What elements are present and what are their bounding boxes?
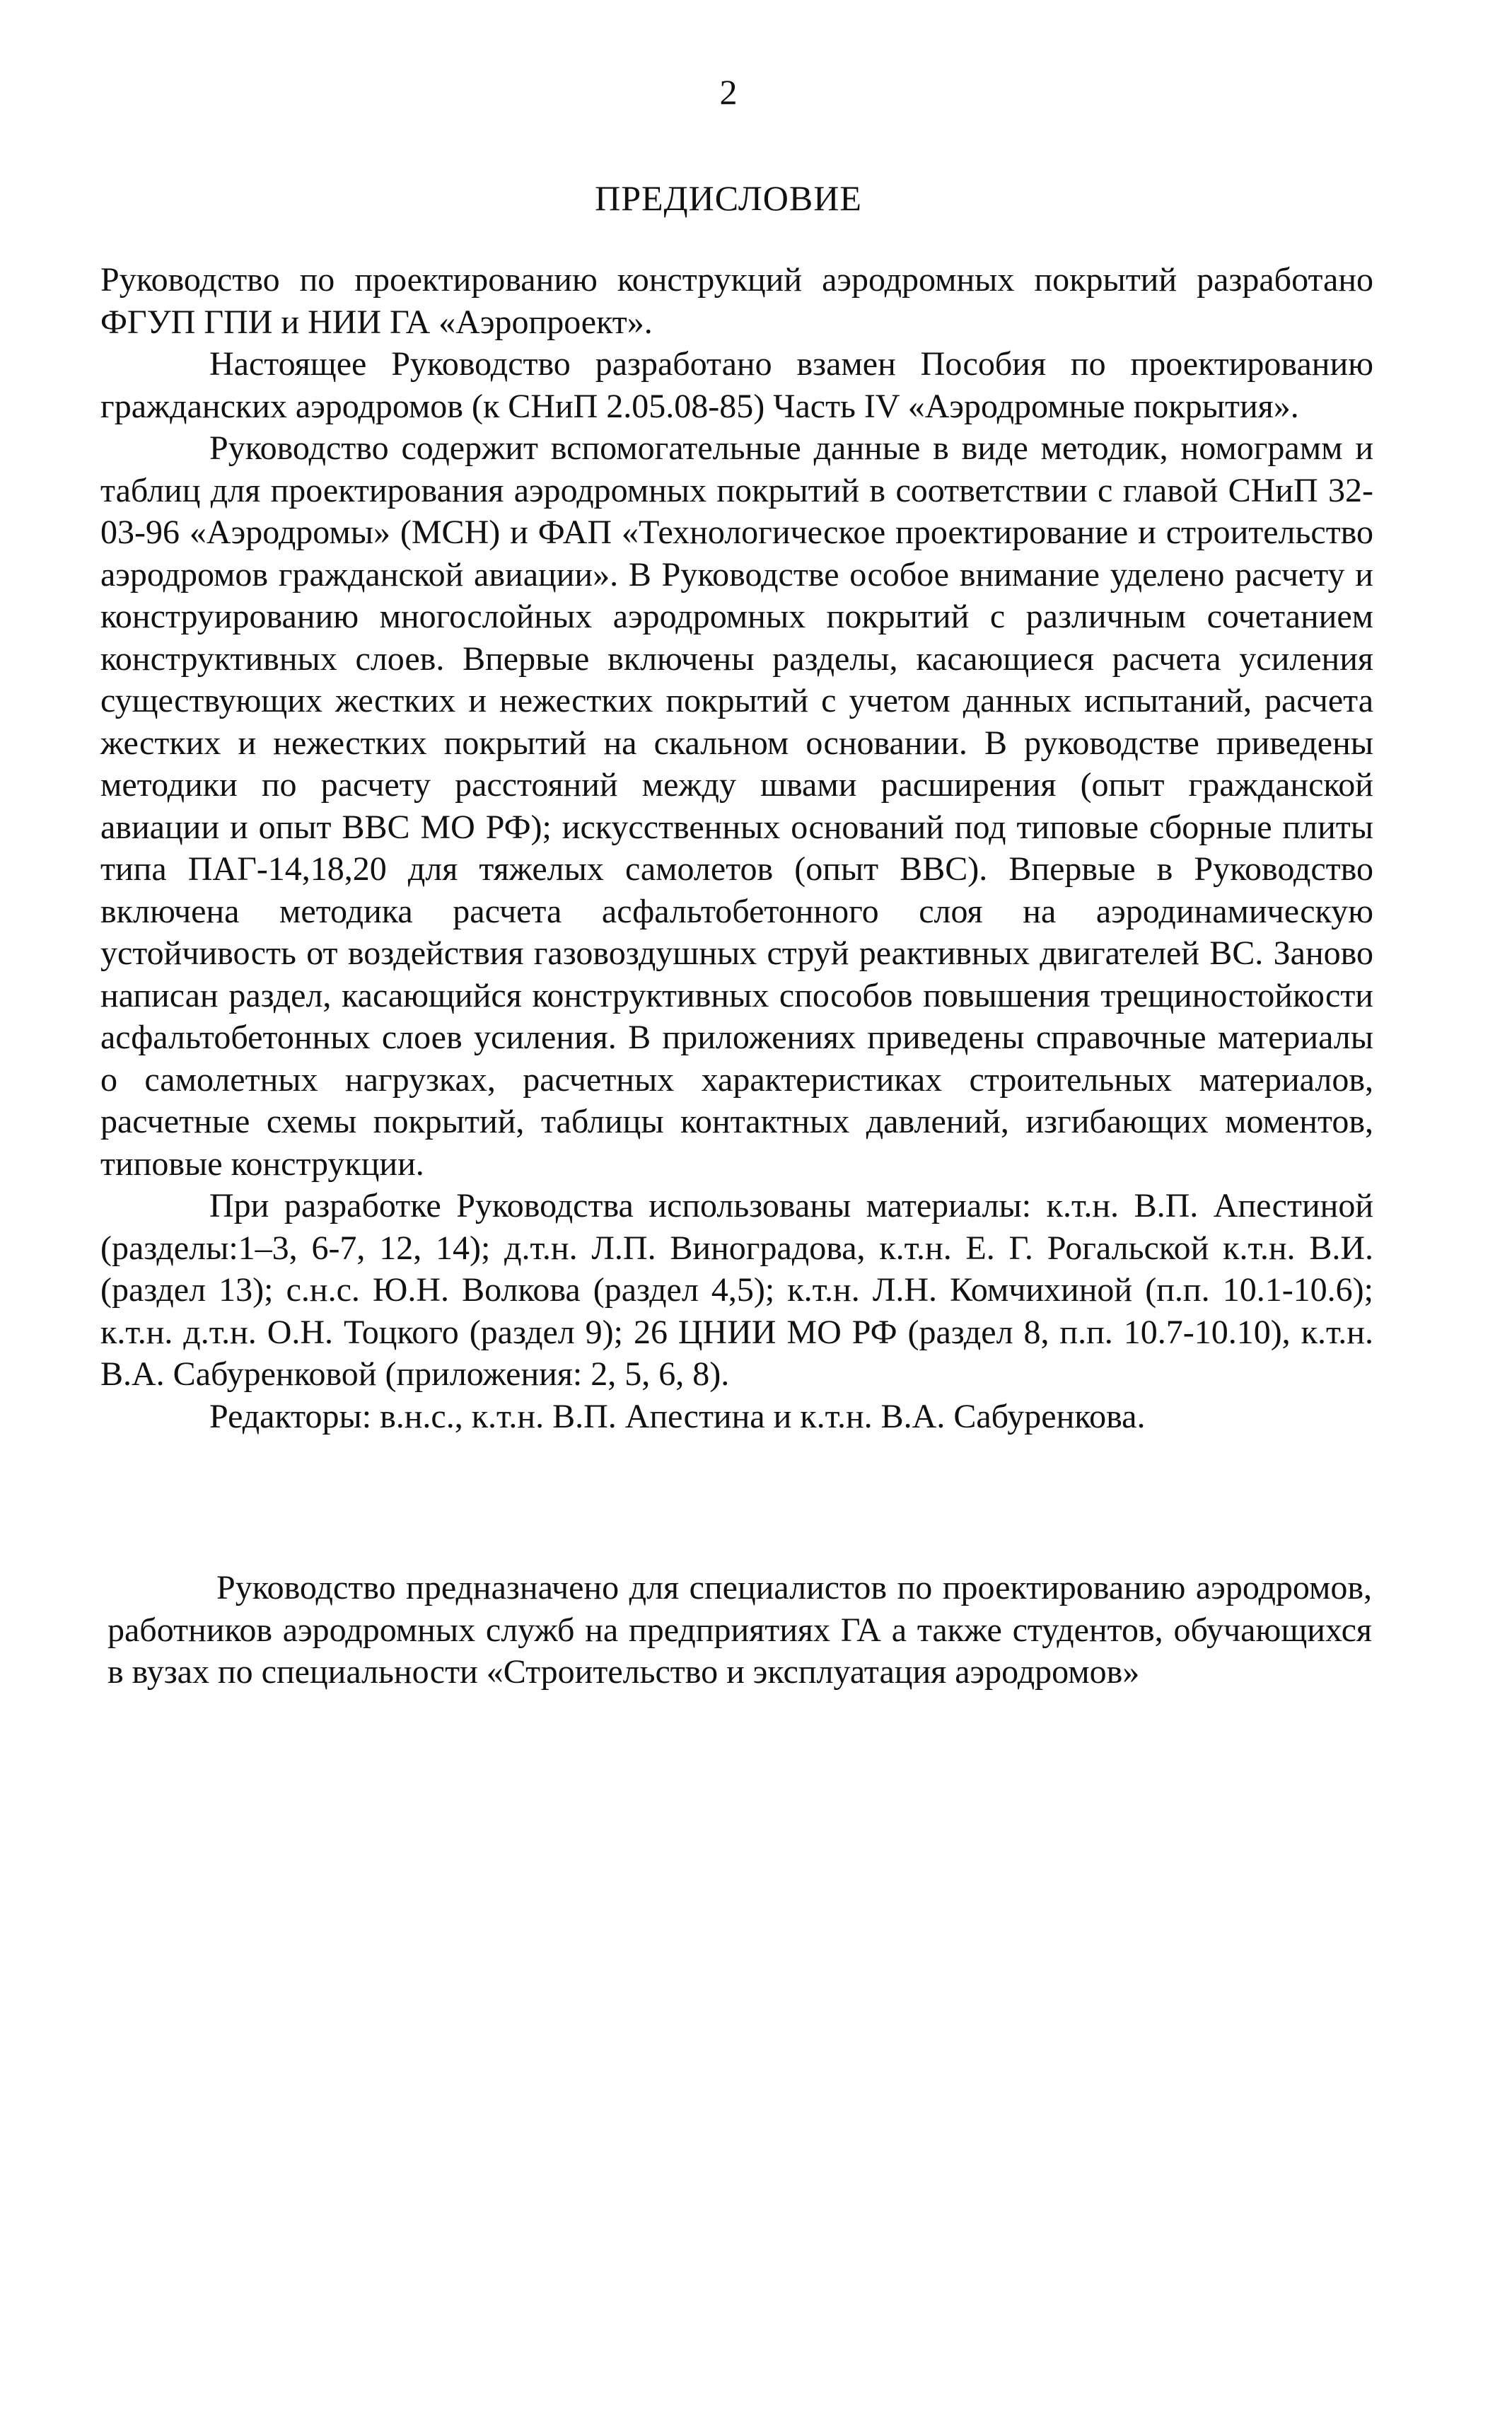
paragraph-replacement: Настоящее Руководство разработано взамен Пособия по проектированию гражданских аэродромов (к СНиП 2.05.08-85) Часть IV «Аэродромные покрытия». (100, 345, 1373, 425)
page-number: 2 (719, 72, 738, 112)
paragraph-developer: Руководство по проектированию конструкций аэродромных покрытий разработано ФГУП ГПИ и НИИ ГА «Аэропроект». (100, 261, 1373, 341)
paragraph-audience: Руководство предназначено для специалистов по проектированию аэродромов, работников аэродромных служб на предприятиях ГА а также студентов, обучающихся в вузах по специальности «Строительство и эксплуатация аэродромов» (107, 1569, 1372, 1691)
audience-section (107, 1567, 1372, 1693)
paragraph-contents: Руководство содержит вспомогательные данные в виде методик, номограмм и таблиц для проектирования аэродромных покрытий в соответствии с главой СНиП 32-03-96 «Аэродромы» (МСН) и ФАП «Технологическое проектирование и строительство аэродромов гражданской авиации». В Руководстве особое внимание уделено расчету и конструированию многослойных аэродромных покрытий с различным сочетанием конструктивных слоев. Впервые включены разделы, касающиеся расчета усиления существующих жестких и нежестких покрытий с учетом данных испытаний, расчета жестких и нежестких покрытий на скальном основании. В руководстве приведены методики по расчету расстояний между швами расширения (опыт гражданской авиации и опыт ВВС МО РФ); искусственных оснований под типовые сборные плиты типа ПАГ-14,18,20 для тяжелых самолетов (опыт ВВС). Впервые в Руководство включена методика расчета асфальтобетонного слоя на аэродинамическую устойчивость от воздействия газовоздушных струй реактивных двигателей ВС. Заново написан раздел, касающийся конструктивных способов повышения трещиностойкости асфальтобетонных слоев усиления. В приложениях приведены справочные материалы о самолетных нагрузках, расчетных характеристиках строительных материалов, расчетные схемы покрытий, таблицы контактных давлений, изгибающих моментов, типовые конструкции. (100, 429, 1373, 1183)
preface-body (100, 259, 1373, 1437)
paragraph-authors: При разработке Руководства использованы материалы: к.т.н. В.П. Апестиной (разделы:1–3, 6-7, 12, 14); д.т.н. Л.П. Виноградова, к.т.н. Е. Г. Рогальской к.т.н. В.И. (раздел 13); с.н.с. Ю.Н. Волкова (раздел 4,5); к.т.н. Л.Н. Комчихиной (п.п. 10.1-10.6); к.т.н. д.т.н. О.Н. Тоцкого (раздел 9); 26 ЦНИИ МО РФ (раздел 8, п.п. 10.7-10.10), к.т.н. В.А. Сабуренковой (приложения: 2, 5, 6, 8). (100, 1187, 1373, 1393)
paragraph-editors: Редакторы: в.н.с., к.т.н. В.П. Апестина и к.т.н. В.А. Сабуренкова. (209, 1397, 1146, 1435)
page-heading: ПРЕДИСЛОВИЕ (595, 178, 862, 218)
